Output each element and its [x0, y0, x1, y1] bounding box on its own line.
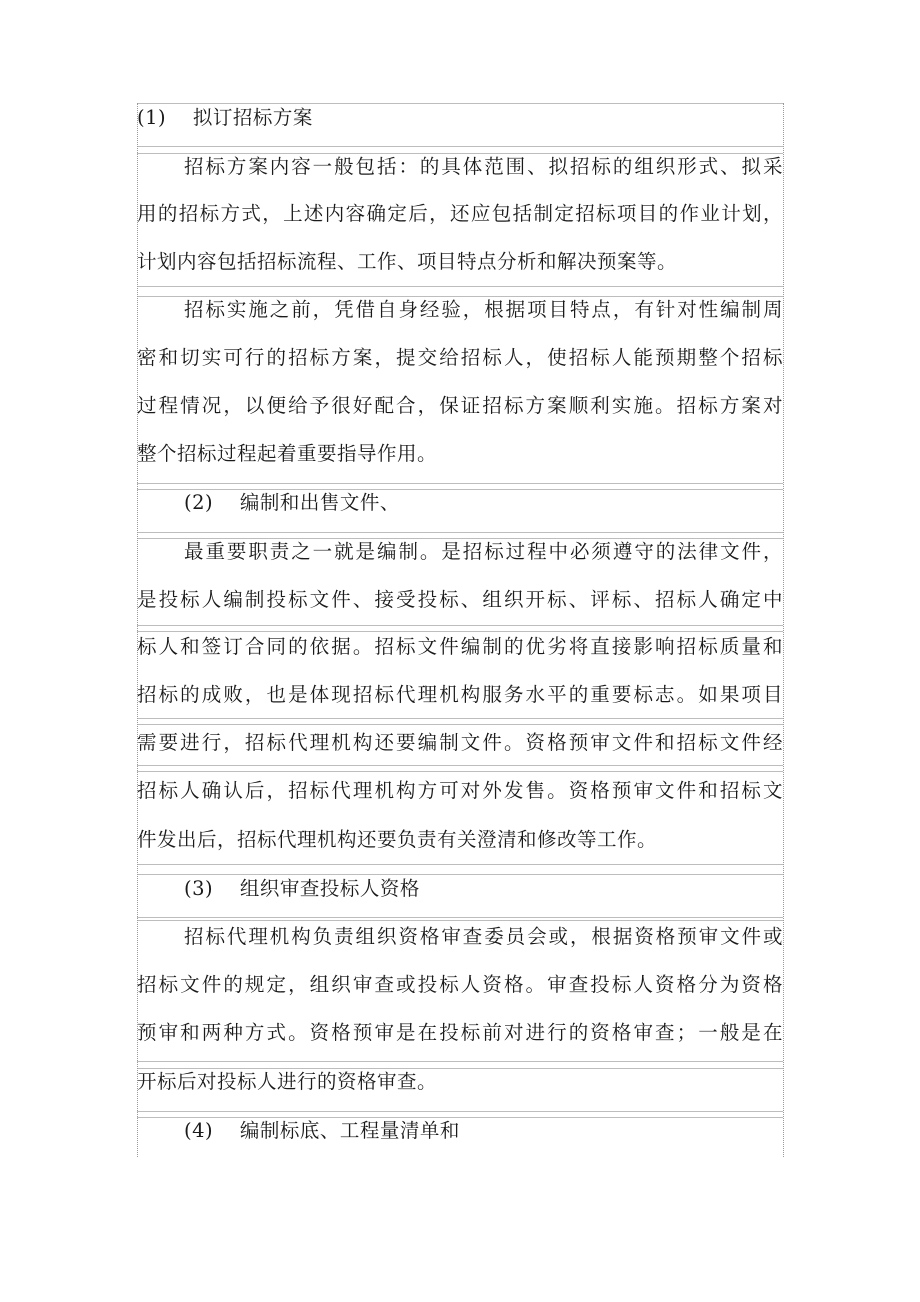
- paragraph-line: 需要进行，招标代理机构还要编制文件。资格预审文件和招标文件经: [137, 731, 783, 754]
- right-rule: [783, 103, 784, 1157]
- paragraph-line: 开标后对投标人进行的资格审查。: [137, 1070, 438, 1093]
- heading-4: (4) 编制标底、工程量清单和: [184, 1119, 460, 1142]
- paragraph-line: 招标方案内容一般包括：的具体范围、拟招标的组织形式、拟采: [184, 155, 783, 178]
- paragraph-line: 是投标人编制投标文件、接受投标、组织开标、评标、招标人确定中: [137, 588, 783, 611]
- paragraph-line: 招标实施之前，凭借自身经验，根据项目特点，有针对性编制周: [184, 298, 783, 321]
- paragraph-line: 用的招标方式，上述内容确定后，还应包括制定招标项目的作业计划，: [137, 202, 783, 225]
- paragraph-line: 招标的成败，也是体现招标代理机构服务水平的重要标志。如果项目: [137, 683, 783, 706]
- paragraph-line: 招标代理机构负责组织资格审查委员会或，根据资格预审文件或: [184, 925, 783, 948]
- heading-1: (1) 拟订招标方案: [137, 106, 313, 129]
- paragraph-line: 预审和两种方式。资格预审是在投标前对进行的资格审查；一般是在: [137, 1021, 783, 1044]
- paragraph-line: 标人和签订合同的依据。招标文件编制的优劣将直接影响招标质量和: [137, 635, 783, 658]
- heading-2: (2) 编制和出售文件、: [184, 491, 400, 514]
- paragraph-line: 招标文件的规定，组织审查或投标人资格。审查投标人资格分为资格: [137, 973, 783, 996]
- paragraph-line: 招标人确认后，招标代理机构方可对外发售。资格预审文件和招标文: [137, 779, 783, 802]
- heading-3: (3) 组织审查投标人资格: [184, 877, 420, 900]
- paragraph-line: 件发出后，招标代理机构还要负责有关澄清和修改等工作。: [137, 828, 658, 851]
- paragraph-line: 计划内容包括招标流程、工作、项目特点分析和解决预案等。: [137, 250, 678, 273]
- paragraph-line: 密和切实可行的招标方案，提交给招标人，使招标人能预期整个招标: [137, 346, 783, 369]
- paragraph-line: 过程情况，以便给予很好配合，保证招标方案顺利实施。招标方案对: [137, 394, 783, 417]
- paragraph-line: 最重要职责之一就是编制。是招标过程中必须遵守的法律文件，: [184, 540, 783, 563]
- paragraph-line: 整个招标过程起着重要指导作用。: [137, 442, 438, 465]
